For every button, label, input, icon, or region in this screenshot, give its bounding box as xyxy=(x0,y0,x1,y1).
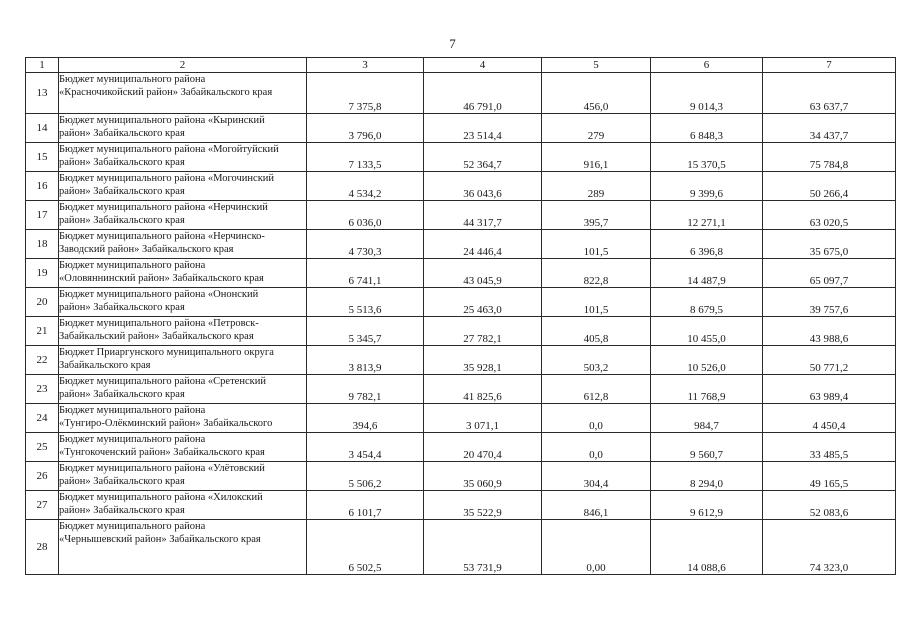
value-col-5: 0,0 xyxy=(542,433,651,462)
value-col-5: 846,1 xyxy=(542,491,651,520)
row-number: 25 xyxy=(26,433,59,462)
value-col-7: 43 988,6 xyxy=(763,317,896,346)
budget-name-line1: Бюджет муниципального района «Петровск- xyxy=(59,318,259,329)
value-col-5: 101,5 xyxy=(542,230,651,259)
value-col-6: 14 487,9 xyxy=(651,259,763,288)
budget-name xyxy=(59,346,307,375)
budget-name-line1: Бюджет муниципального района «Ононский xyxy=(59,289,259,300)
value-col-5: 101,5 xyxy=(542,288,651,317)
row-number: 19 xyxy=(26,259,59,288)
budget-name xyxy=(59,201,307,230)
value-col-5: 0,00 xyxy=(542,520,651,575)
table-row xyxy=(26,491,896,520)
value-col-7: 65 097,7 xyxy=(763,259,896,288)
table-row xyxy=(26,73,896,114)
budget-name-line2: район» Забайкальского края xyxy=(59,302,185,313)
row-number: 27 xyxy=(26,491,59,520)
budget-name xyxy=(59,73,307,114)
value-col-7: 34 437,7 xyxy=(763,114,896,143)
row-number: 20 xyxy=(26,288,59,317)
value-col-7: 39 757,6 xyxy=(763,288,896,317)
table-row xyxy=(26,114,896,143)
budget-name-line2: район» Забайкальского края xyxy=(59,215,185,226)
value-col-5: 456,0 xyxy=(542,73,651,114)
budget-name-line2: «Тунгиро-Олёкминский район» Забайкальского xyxy=(59,418,273,429)
value-col-3: 394,6 xyxy=(307,404,424,433)
budget-name-line2: район» Забайкальского края xyxy=(59,128,185,139)
value-col-4: 20 470,4 xyxy=(424,433,542,462)
row-number: 13 xyxy=(26,73,59,114)
budget-name-line2: район» Забайкальского края xyxy=(59,186,185,197)
budget-name-line1: Бюджет муниципального района xyxy=(59,405,206,416)
budget-name-line2: Забайкальского края xyxy=(59,360,151,371)
value-col-6: 9 014,3 xyxy=(651,73,763,114)
value-col-6: 9 399,6 xyxy=(651,172,763,201)
value-col-6: 8 294,0 xyxy=(651,462,763,491)
value-col-3: 9 782,1 xyxy=(307,375,424,404)
value-col-6: 8 679,5 xyxy=(651,288,763,317)
budget-name-line1: Бюджет муниципального района xyxy=(59,74,206,85)
row-number: 15 xyxy=(26,143,59,172)
value-col-7: 75 784,8 xyxy=(763,143,896,172)
table-row xyxy=(26,143,896,172)
budget-name-line2: «Чернышевский район» Забайкальского края xyxy=(59,534,261,545)
budget-table xyxy=(25,57,896,575)
budget-name xyxy=(59,433,307,462)
budget-name xyxy=(59,114,307,143)
value-col-4: 23 514,4 xyxy=(424,114,542,143)
budget-name-line1: Бюджет муниципального района «Могойтуйский xyxy=(59,144,279,155)
value-col-3: 6 502,5 xyxy=(307,520,424,575)
value-col-4: 52 364,7 xyxy=(424,143,542,172)
budget-name-line1: Бюджет муниципального района xyxy=(59,434,206,445)
row-number: 16 xyxy=(26,172,59,201)
value-col-6: 6 848,3 xyxy=(651,114,763,143)
budget-name xyxy=(59,491,307,520)
col-header-5: 5 xyxy=(542,58,651,73)
value-col-5: 503,2 xyxy=(542,346,651,375)
col-header-4: 4 xyxy=(424,58,542,73)
value-col-3: 5 506,2 xyxy=(307,462,424,491)
value-col-7: 33 485,5 xyxy=(763,433,896,462)
value-col-4: 53 731,9 xyxy=(424,520,542,575)
budget-name xyxy=(59,462,307,491)
value-col-4: 27 782,1 xyxy=(424,317,542,346)
budget-name-line2: район» Забайкальского края xyxy=(59,389,185,400)
col-header-6: 6 xyxy=(651,58,763,73)
budget-name-line2: Заводский район» Забайкальского края xyxy=(59,244,234,255)
value-col-5: 405,8 xyxy=(542,317,651,346)
row-number: 26 xyxy=(26,462,59,491)
col-header-7: 7 xyxy=(763,58,896,73)
budget-name-line1: Бюджет муниципального района xyxy=(59,260,206,271)
value-col-6: 9 612,9 xyxy=(651,491,763,520)
value-col-5: 612,8 xyxy=(542,375,651,404)
header-row xyxy=(26,58,896,73)
value-col-4: 43 045,9 xyxy=(424,259,542,288)
budget-name xyxy=(59,230,307,259)
col-header-3: 3 xyxy=(307,58,424,73)
value-col-7: 35 675,0 xyxy=(763,230,896,259)
value-col-6: 10 455,0 xyxy=(651,317,763,346)
value-col-4: 41 825,6 xyxy=(424,375,542,404)
value-col-3: 3 813,9 xyxy=(307,346,424,375)
value-col-5: 822,8 xyxy=(542,259,651,288)
value-col-3: 3 454,4 xyxy=(307,433,424,462)
value-col-7: 49 165,5 xyxy=(763,462,896,491)
value-col-4: 35 522,9 xyxy=(424,491,542,520)
value-col-3: 4 730,3 xyxy=(307,230,424,259)
budget-name xyxy=(59,172,307,201)
page-number: 7 xyxy=(449,36,456,51)
value-col-6: 11 768,9 xyxy=(651,375,763,404)
value-col-4: 35 060,9 xyxy=(424,462,542,491)
value-col-6: 10 526,0 xyxy=(651,346,763,375)
budget-name-line2: район» Забайкальского края xyxy=(59,157,185,168)
budget-name-line1: Бюджет муниципального района «Могочинский xyxy=(59,173,275,184)
budget-name-line2: район» Забайкальского края xyxy=(59,505,185,516)
value-col-6: 14 088,6 xyxy=(651,520,763,575)
budget-name xyxy=(59,288,307,317)
budget-name-line2: Забайкальский район» Забайкальского края xyxy=(59,331,254,342)
row-number: 28 xyxy=(26,520,59,575)
table-row xyxy=(26,259,896,288)
value-col-3: 3 796,0 xyxy=(307,114,424,143)
budget-name xyxy=(59,520,307,575)
table-row xyxy=(26,172,896,201)
budget-name xyxy=(59,259,307,288)
value-col-3: 6 741,1 xyxy=(307,259,424,288)
value-col-5: 395,7 xyxy=(542,201,651,230)
budget-name-line1: Бюджет муниципального района «Нерчинско- xyxy=(59,231,265,242)
value-col-3: 6 036,0 xyxy=(307,201,424,230)
table-row xyxy=(26,346,896,375)
budget-name xyxy=(59,143,307,172)
value-col-7: 50 771,2 xyxy=(763,346,896,375)
value-col-6: 9 560,7 xyxy=(651,433,763,462)
budget-name-line1: Бюджет муниципального района «Хилокский xyxy=(59,492,263,503)
table-row xyxy=(26,230,896,259)
value-col-4: 44 317,7 xyxy=(424,201,542,230)
value-col-3: 5 345,7 xyxy=(307,317,424,346)
value-col-3: 5 513,6 xyxy=(307,288,424,317)
row-number: 21 xyxy=(26,317,59,346)
value-col-7: 4 450,4 xyxy=(763,404,896,433)
budget-name xyxy=(59,317,307,346)
table-row xyxy=(26,462,896,491)
budget-name-line1: Бюджет муниципального района «Кыринский xyxy=(59,115,265,126)
table-row xyxy=(26,520,896,575)
value-col-3: 7 375,8 xyxy=(307,73,424,114)
value-col-5: 304,4 xyxy=(542,462,651,491)
value-col-6: 15 370,5 xyxy=(651,143,763,172)
budget-name-line1: Бюджет муниципального района xyxy=(59,521,206,532)
value-col-7: 63 989,4 xyxy=(763,375,896,404)
value-col-6: 6 396,8 xyxy=(651,230,763,259)
value-col-3: 6 101,7 xyxy=(307,491,424,520)
value-col-5: 0,0 xyxy=(542,404,651,433)
row-number: 14 xyxy=(26,114,59,143)
table-row xyxy=(26,404,896,433)
col-header-1: 1 xyxy=(26,58,59,73)
value-col-7: 50 266,4 xyxy=(763,172,896,201)
budget-name-line2: «Оловяннинский район» Забайкальского края xyxy=(59,273,264,284)
row-number: 24 xyxy=(26,404,59,433)
budget-name-line1: Бюджет муниципального района «Улётовский xyxy=(59,463,265,474)
row-number: 17 xyxy=(26,201,59,230)
table-row xyxy=(26,317,896,346)
row-number: 22 xyxy=(26,346,59,375)
value-col-4: 36 043,6 xyxy=(424,172,542,201)
value-col-6: 984,7 xyxy=(651,404,763,433)
value-col-4: 3 071,1 xyxy=(424,404,542,433)
value-col-5: 279 xyxy=(542,114,651,143)
budget-name-line2: «Красночикойский район» Забайкальского края xyxy=(59,87,273,98)
value-col-4: 24 446,4 xyxy=(424,230,542,259)
budget-name xyxy=(59,375,307,404)
budget-name-line2: район» Забайкальского края xyxy=(59,476,185,487)
value-col-3: 4 534,2 xyxy=(307,172,424,201)
value-col-6: 12 271,1 xyxy=(651,201,763,230)
value-col-7: 63 637,7 xyxy=(763,73,896,114)
value-col-4: 25 463,0 xyxy=(424,288,542,317)
value-col-4: 35 928,1 xyxy=(424,346,542,375)
row-number: 23 xyxy=(26,375,59,404)
budget-name-line2: «Тунгокоченский район» Забайкальского края xyxy=(59,447,265,458)
value-col-5: 916,1 xyxy=(542,143,651,172)
value-col-7: 74 323,0 xyxy=(763,520,896,575)
col-header-2: 2 xyxy=(59,58,307,73)
table-row xyxy=(26,433,896,462)
budget-name-line1: Бюджет муниципального района «Сретенский xyxy=(59,376,266,387)
table-row xyxy=(26,288,896,317)
value-col-4: 46 791,0 xyxy=(424,73,542,114)
budget-name-line1: Бюджет Приаргунского муниципального округа xyxy=(59,347,274,358)
value-col-3: 7 133,5 xyxy=(307,143,424,172)
budget-name-line1: Бюджет муниципального района «Нерчинский xyxy=(59,202,268,213)
table-row xyxy=(26,375,896,404)
table-row xyxy=(26,201,896,230)
row-number: 18 xyxy=(26,230,59,259)
budget-name xyxy=(59,404,307,433)
value-col-5: 289 xyxy=(542,172,651,201)
value-col-7: 63 020,5 xyxy=(763,201,896,230)
value-col-7: 52 083,6 xyxy=(763,491,896,520)
